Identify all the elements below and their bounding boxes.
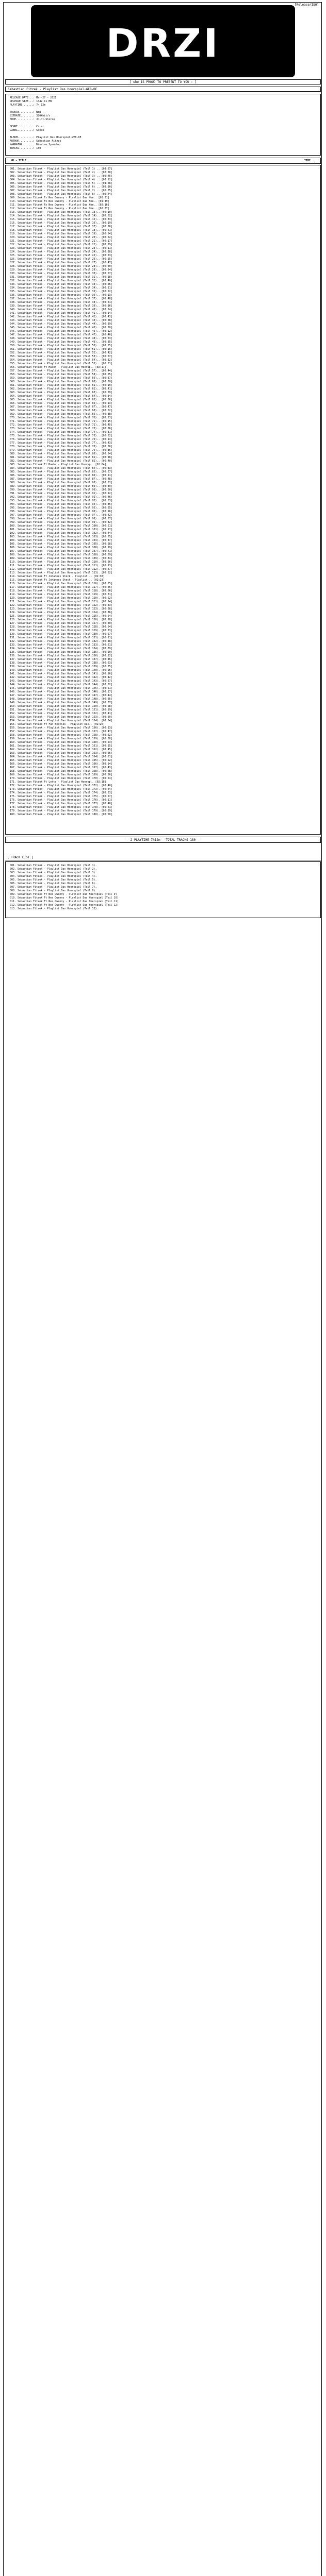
list-item: 047. Sebastian Fitzek - Playlist Das Hoerspiel (Teil 47).. [02:46] (10, 333, 112, 336)
list-item: 035. Sebastian Fitzek - Playlist Das Hoerspiel (Teil 35).. [02:22] (10, 290, 112, 293)
list-item: 020. Sebastian Fitzek - Playlist Das Hoerspiel (Teil 20).. [02:52] (10, 236, 112, 239)
list-item: 123. Sebastian Fitzek - Playlist Das Hoerspiel (Teil 123). [02:08] (10, 607, 112, 611)
list-item: 118. Sebastian Fitzek - Playlist Das Hoerspiel (Teil 118). [02:06] (10, 589, 112, 592)
list-item: 179. Sebastian Fitzek - Playlist Das Hoerspiel (Teil 179). [02:39] (10, 809, 112, 812)
list-item: 148. Sebastian Fitzek - Playlist Das Hoerspiel (Teil 148). [02:05] (10, 698, 112, 701)
tracklist-head-time: TIME .. (304, 159, 315, 162)
list-item: 039. Sebastian Fitzek - Playlist Das Hoerspiel (Teil 39).. [02:36] (10, 304, 112, 308)
list-item: 069. Sebastian Fitzek - Playlist Das Hoerspiel (Teil 69).. [02:38] (10, 413, 112, 416)
list-item: 043. Sebastian Fitzek - Playlist Das Hoerspiel (Teil 43).. [02:08] (10, 319, 112, 322)
list-item: 071. Sebastian Fitzek - Playlist Das Hoerspiel (Teil 71).. [02:15] (10, 420, 112, 423)
list-item: 050. Sebastian Fitzek - Playlist Das Hoerspiel (Teil 50).. [02:25] (10, 344, 112, 347)
list-item: 083. Sebastian Fitzek Ft Mamba - Playlist Das Hoersp.. [02:04] (10, 463, 106, 466)
list-item: 073. Sebastian Fitzek - Playlist Das Hoerspiel (Teil 73).. [02:06] (10, 427, 112, 430)
info-lines (10, 96, 316, 150)
list-item: 086. Sebastian Fitzek - Playlist Das Hoerspiel (Teil 86).. [02:11] (10, 474, 112, 477)
list-item: 003. Sebastian Fitzek - Playlist Das Hoerspiel (Teil 3). (10, 871, 97, 874)
list-item: 084. Sebastian Fitzek - Playlist Das Hoerspiel (Teil 84).. [02:33] (10, 467, 112, 470)
list-item: 152. Sebastian Fitzek - Playlist Das Hoerspiel (Teil 152). [02:41] (10, 712, 112, 715)
list-item: 173. Sebastian Fitzek - Playlist Das Hoerspiel (Teil 173). [02:04] (10, 788, 112, 791)
list-item: 075. Sebastian Fitzek - Playlist Das Hoerspiel (Teil 75).. [02:22] (10, 434, 112, 437)
list-item: 093. Sebastian Fitzek - Playlist Das Hoerspiel (Teil 93).. [02:03] (10, 499, 112, 502)
list-item: 170. Sebastian Fitzek - Playlist Das Hoerspiel (Teil 170). [02:24] (10, 777, 112, 780)
list-item: 143. Sebastian Fitzek - Playlist Das Hoerspiel (Teil 143). [02:07] (10, 680, 112, 683)
list-item: 009. Sebastian Fitzek Ft Nes Gwenny - Playlist Das Hoerspiel (Teil 9) (10, 893, 117, 896)
list-item: 127. Sebastian Fitzek - Playlist Das Hoerspiel (Teil 127). [02:40] (10, 622, 112, 625)
list-item: 063. Sebastian Fitzek - Playlist Das Hoerspiel (Teil 63).. [02:09] (10, 391, 112, 394)
list-item: 065. Sebastian Fitzek - Playlist Das Hoerspiel (Teil 65).. [02:26] (10, 398, 112, 401)
list-item: 108. Sebastian Fitzek - Playlist Das Hoerspiel (Teil 108). [02:09] (10, 553, 112, 556)
list-item: 107. Sebastian Fitzek - Playlist Das Hoerspiel (Teil 107). [02:41] (10, 550, 112, 553)
list-item: 040. Sebastian Fitzek - Playlist Das Hoerspiel (Teil 40).. [02:24] (10, 308, 112, 311)
list-item: 028. Sebastian Fitzek - Playlist Das Hoerspiel (Teil 28).. [02:09] (10, 265, 112, 268)
list-item: 034. Sebastian Fitzek - Playlist Das Hoerspiel (Teil 34).. [02:31] (10, 286, 112, 290)
list-item: 042. Sebastian Fitzek - Playlist Das Hoerspiel (Teil 42).. [02:43] (10, 315, 112, 318)
list-item: 060. Sebastian Fitzek - Playlist Das Hoerspiel (Teil 60).. [02:28] (10, 380, 112, 383)
list-item: 106. Sebastian Fitzek - Playlist Das Hoerspiel (Teil 106). [02:19] (10, 546, 112, 549)
list-item: 165. Sebastian Fitzek - Playlist Das Hoerspiel (Teil 165). [02:22] (10, 759, 112, 762)
list-item: 151. Sebastian Fitzek - Playlist Das Hoerspiel (Teil 151). [02:19] (10, 708, 112, 711)
list-item: 017. Sebastian Fitzek - Playlist Das Hoerspiel (Teil 17).. [02:26] (10, 225, 112, 228)
list-item: 044. Sebastian Fitzek - Playlist Das Hoerspiel (Teil 44).. [02:39] (10, 323, 112, 326)
list-item: 021. Sebastian Fitzek - Playlist Das Hoerspiel (Teil 21).. [02:17] (10, 240, 112, 243)
list-item: AUTHOR.........: Sebastian Fitzek (10, 140, 61, 143)
list-item: 036. Sebastian Fitzek - Playlist Das Hoerspiel (Teil 36).. [02:13] (10, 294, 112, 297)
list-item: 068. Sebastian Fitzek - Playlist Das Hoerspiel (Teil 68).. [02:02] (10, 409, 112, 412)
list-item: 027. Sebastian Fitzek - Playlist Das Hoerspiel (Teil 27).. [02:47] (10, 261, 112, 264)
list-item: 142. Sebastian Fitzek - Playlist Das Hoerspiel (Teil 142). [02:42] (10, 676, 112, 679)
list-item: 115. Sebastian Fitzek Ft Johannes Steck - Playlist .. [02:23] (10, 579, 105, 582)
list-item: 161. Sebastian Fitzek - Playlist Das Hoerspiel (Teil 161). [02:15] (10, 744, 112, 748)
list-item: 006. Sebastian Fitzek - Playlist Das Hoerspiel (Teil 6). (10, 882, 97, 885)
banner-text: DRZI (106, 20, 220, 66)
list-item: 160. Sebastian Fitzek - Playlist Das Hoerspiel (Teil 160). [02:23] (10, 741, 112, 744)
list-item: 005. Sebastian Fitzek - Playlist Das Hoerspiel (Teil 5) .. [01:58] (10, 182, 112, 185)
list-item: 029. Sebastian Fitzek - Playlist Das Hoerspiel (Teil 29).. [02:34] (10, 268, 112, 272)
list-item: 077. Sebastian Fitzek - Playlist Das Hoerspiel (Teil 77).. [02:43] (10, 442, 112, 445)
list-item: 149. Sebastian Fitzek - Playlist Das Hoerspiel (Teil 149). [02:37] (10, 701, 112, 704)
list-item: 141. Sebastian Fitzek - Playlist Das Hoerspiel (Teil 141). [02:16] (10, 672, 112, 675)
list-item: 134. Sebastian Fitzek - Playlist Das Hoerspiel (Teil 134). [02:39] (10, 647, 112, 650)
list-item: 166. Sebastian Fitzek - Playlist Das Hoerspiel (Teil 166). [02:14] (10, 762, 112, 766)
list-item: 006. Sebastian Fitzek - Playlist Das Hoerspiel (Teil 6) .. [02:30] (10, 185, 112, 189)
list-item: 088. Sebastian Fitzek - Playlist Das Hoerspiel (Teil 88).. [02:01] (10, 481, 112, 484)
list-item: NARRATOR.......: Diverse Sprecher (10, 143, 61, 146)
list-item: 090. Sebastian Fitzek - Playlist Das Hoerspiel (Teil 90).. [02:20] (10, 488, 112, 492)
list-item: 135. Sebastian Fitzek - Playlist Das Hoerspiel (Teil 135). [02:20] (10, 651, 112, 654)
list-item: 172. Sebastian Fitzek - Playlist Das Hoerspiel (Teil 172). [02:40] (10, 784, 112, 787)
list-item: 150. Sebastian Fitzek - Playlist Das Hoerspiel (Teil 150). [02:28] (10, 705, 112, 708)
list-item: 158. Sebastian Fitzek - Playlist Das Hoerspiel (Teil 158). [02:02] (10, 734, 112, 737)
list-item: RELEASE DATE...: Mar-27 - 2021 (10, 96, 57, 99)
list-item: 156. Sebastian Fitzek - Playlist Das Hoerspiel (Teil 156). [02:13] (10, 726, 112, 730)
list-item: 051. Sebastian Fitzek - Playlist Das Hoerspiel (Teil 51).. [02:16] (10, 348, 112, 351)
list-item: 117. Sebastian Fitzek - Playlist Das Hoerspiel (Teil 117). [02:45] (10, 586, 112, 589)
list-item: 178. Sebastian Fitzek - Playlist Das Hoerspiel (Teil 178). [02:01] (10, 806, 112, 809)
list-item: 162. Sebastian Fitzek - Playlist Das Hoerspiel (Teil 162). [02:45] (10, 748, 112, 751)
list-item: 109. Sebastian Fitzek - Playlist Das Hoerspiel (Teil 109). [02:34] (10, 557, 112, 560)
release-line: Sebastian Fitzek - Playlist Das Hoerspiel-WEB-DE (8, 88, 97, 91)
list-item: 101. Sebastian Fitzek - Playlist Das Hoerspiel (Teil 101). [02:17] (10, 528, 112, 531)
list-item: 136. Sebastian Fitzek - Playlist Das Hoerspiel (Teil 136). [02:12] (10, 654, 112, 657)
list-item: 094. Sebastian Fitzek - Playlist Das Hoerspiel (Teil 94).. [02:35] (10, 503, 112, 506)
list-item: GENRE..........: Crimi (10, 125, 44, 128)
track-list2-title: [ TRACK LIST ] (5, 855, 321, 860)
list-item: 137. Sebastian Fitzek - Playlist Das Hoerspiel (Teil 137). [02:46] (10, 658, 112, 661)
list-item: 147. Sebastian Fitzek - Playlist Das Hoerspiel (Teil 147). [02:44] (10, 694, 112, 697)
list-item: 062. Sebastian Fitzek - Playlist Das Hoerspiel (Teil 62).. [02:41] (10, 387, 112, 391)
list-item: 008. Sebastian Fitzek - Playlist Das Hoerspiel (Teil 8) .. [02:44] (10, 193, 112, 196)
list-item: 102. Sebastian Fitzek - Playlist Das Hoerspiel (Teil 102). [02:44] (10, 532, 112, 535)
list-item: 145. Sebastian Fitzek - Playlist Das Hoerspiel (Teil 145). [02:21] (10, 687, 112, 690)
list-item: 159. Sebastian Fitzek - Playlist Das Hoerspiel (Teil 159). [02:38] (10, 737, 112, 740)
list-item: 176. Sebastian Fitzek - Playlist Das Hoerspiel (Teil 176). [02:11] (10, 799, 112, 802)
list-item: 074. Sebastian Fitzek - Playlist Das Hoerspiel (Teil 74).. [02:31] (10, 431, 112, 434)
list-item: 113. Sebastian Fitzek - Playlist Das Hoerspiel (Teil 113). [02:02] (10, 571, 112, 574)
list-item: 072. Sebastian Fitzek - Playlist Das Hoerspiel (Teil 72).. [02:45] (10, 423, 112, 427)
list-item: 095. Sebastian Fitzek - Playlist Das Hoerspiel (Teil 95).. [02:25] (10, 506, 112, 510)
list-item: 140. Sebastian Fitzek - Playlist Das Hoerspiel (Teil 140). [02:25] (10, 669, 112, 672)
list-item: BITRATE........: 320kbit/s (10, 114, 51, 117)
list-item: 030. Sebastian Fitzek - Playlist Das Hoerspiel (Teil 30).. [02:27] (10, 272, 112, 275)
list-item: 126. Sebastian Fitzek - Playlist Das Hoerspiel (Teil 126). [02:18] (10, 618, 112, 621)
list-item: 130. Sebastian Fitzek - Playlist Das Hoerspiel (Teil 130). [02:27] (10, 633, 112, 636)
list-item: 008. Sebastian Fitzek - Playlist Das Hoerspiel (Teil 8). (10, 889, 97, 892)
list-item: TRACKS.........: 180 (10, 147, 41, 150)
list-item: 048. Sebastian Fitzek - Playlist Das Hoerspiel (Teil 48).. [02:03] (10, 337, 112, 340)
list-item: 009. Sebastian Fitzek Fx Nes Gwenny - Playlist Das Hoe.. [02:21] (10, 196, 109, 199)
list-item: 013. Sebastian Fitzek - Playlist Das Hoerspiel (Teil 13). (10, 907, 99, 910)
list-item: 079. Sebastian Fitzek - Playlist Das Hoerspiel (Teil 79).. [02:36] (10, 449, 112, 452)
list-item: 177. Sebastian Fitzek - Playlist Das Hoerspiel (Teil 177). [02:48] (10, 802, 112, 805)
list-item: 171. Sebastian Fitzek Ft Lotte - Playlist Das Hoersp.. [02:18] (10, 781, 106, 784)
list-item: 037. Sebastian Fitzek - Playlist Das Hoerspiel (Teil 37).. [02:48] (10, 297, 112, 300)
list-item (10, 132, 316, 136)
tracklist-total: - 2 PLAYTIME 7h12m - TOTAL TRACKS 180 - (126, 838, 200, 842)
list-item: 004. Sebastian Fitzek - Playlist Das Hoerspiel (Teil 4). (10, 875, 97, 878)
list-item: 163. Sebastian Fitzek - Playlist Das Hoerspiel (Teil 163). [02:06] (10, 752, 112, 755)
list-item: 058. Sebastian Fitzek - Playlist Das Hoerspiel (Teil 58).. [02:05] (10, 373, 112, 376)
list-item: 154. Sebastian Fitzek - Playlist Das Hoerspiel (Teil 154). [02:34] (10, 719, 112, 722)
list-item: 089. Sebastian Fitzek - Playlist Das Hoerspiel (Teil 89).. [02:39] (10, 485, 112, 488)
list-item: 112. Sebastian Fitzek - Playlist Das Hoerspiel (Teil 112). [02:47] (10, 568, 112, 571)
list-item: 139. Sebastian Fitzek - Playlist Das Hoerspiel (Teil 139). [02:35] (10, 665, 112, 668)
list-item: 011. Sebastian Fitzek Fx Nes Gwenny - Playlist Das Hoe.. [02:16] (10, 204, 109, 207)
list-item: 116. Sebastian Fitzek - Playlist Das Hoerspiel (Teil 116). [02:15] (10, 582, 112, 585)
tracklist-rows (10, 167, 316, 817)
list-item: 023. Sebastian Fitzek - Playlist Das Hoerspiel (Teil 23).. [02:11] (10, 247, 112, 250)
list-item: 180. Sebastian Fitzek - Playlist Das Hoerspiel (Teil 180). [02:20] (10, 813, 112, 816)
list-item: 174. Sebastian Fitzek - Playlist Das Hoerspiel (Teil 174). [02:33] (10, 791, 112, 794)
list-item: 128. Sebastian Fitzek - Playlist Das Hoerspiel (Teil 128). [02:04] (10, 625, 112, 629)
list-item: 061. Sebastian Fitzek - Playlist Das Hoerspiel (Teil 61).. [02:19] (10, 384, 112, 387)
tagline-strip (5, 79, 321, 84)
list-item: 087. Sebastian Fitzek - Playlist Das Hoerspiel (Teil 87).. [02:48] (10, 478, 112, 481)
list-item: 055. Sebastian Fitzek - Playlist Das Hoerspiel (Teil 55).. [02:21] (10, 362, 112, 365)
list-item: 001. Sebastian Fitzek - Playlist Das Hoerspiel (Teil 1) .. [03:07] (10, 167, 112, 171)
ascii-banner-art (31, 5, 295, 77)
list-item: 025. Sebastian Fitzek - Playlist Das Hoerspiel (Teil 25).. [02:23] (10, 254, 112, 257)
list-item: 125. Sebastian Fitzek - Playlist Das Hoerspiel (Teil 125). [02:24] (10, 615, 112, 618)
list-item: 067. Sebastian Fitzek - Playlist Das Hoerspiel (Teil 67).. [02:47] (10, 405, 112, 409)
list-item: 144. Sebastian Fitzek - Playlist Das Hoerspiel (Teil 144). [02:32] (10, 683, 112, 686)
list-item: 082. Sebastian Fitzek - Playlist Das Hoerspiel (Teil 82).. [02:40] (10, 460, 112, 463)
tracklist-box (5, 165, 321, 835)
list-item: 053. Sebastian Fitzek - Playlist Das Hoerspiel (Teil 53).. [02:07] (10, 355, 112, 358)
list-item: 153. Sebastian Fitzek - Playlist Das Hoerspiel (Teil 153). [02:09] (10, 716, 112, 719)
list-item: 175. Sebastian Fitzek - Playlist Das Hoerspiel (Teil 175). [02:27] (10, 795, 112, 798)
list-item: 026. Sebastian Fitzek - Playlist Das Hoerspiel (Teil 26).. [02:15] (10, 258, 112, 261)
list-item: 031. Sebastian Fitzek - Playlist Das Hoerspiel (Teil 31).. [02:18] (10, 276, 112, 279)
list-item: 046. Sebastian Fitzek - Playlist Das Hoerspiel (Teil 46).. [02:12] (10, 330, 112, 333)
list-item: 005. Sebastian Fitzek - Playlist Das Hoerspiel (Teil 5). (10, 878, 97, 882)
list-item: 080. Sebastian Fitzek - Playlist Das Hoerspiel (Teil 80).. [02:24] (10, 452, 112, 455)
list-item: LABEL..........: Speak (10, 129, 44, 132)
list-item: 011. Sebastian Fitzek Ft Nes Gwenny - Playlist Das Hoerspiel (Teil 11) (10, 900, 119, 903)
list-item: 131. Sebastian Fitzek - Playlist Das Hoerspiel (Teil 131). [02:11] (10, 636, 112, 639)
list-item: 059. Sebastian Fitzek - Playlist Das Hoerspiel (Teil 59).. [02:37] (10, 377, 112, 380)
list-item: 041. Sebastian Fitzek - Playlist Das Hoerspiel (Teil 41).. [02:14] (10, 312, 112, 315)
tracklist-total-strip (5, 837, 321, 843)
list-item: SOURCE.........: WEB (10, 111, 41, 114)
list-item: MODE...........: Joint-Stereo (10, 118, 55, 121)
track2-rows (10, 864, 316, 911)
list-item: 097. Sebastian Fitzek - Playlist Das Hoerspiel (Teil 97).. [02:42] (10, 514, 112, 517)
list-item: 001. Sebastian Fitzek - Playlist Das Hoerspiel (Teil 1). (10, 864, 97, 867)
list-item: 164. Sebastian Fitzek - Playlist Das Hoerspiel (Teil 164). [02:31] (10, 755, 112, 758)
site-mark: [Release/ISO] (295, 3, 319, 7)
list-item: 070. Sebastian Fitzek - Playlist Das Hoerspiel (Teil 70).. [02:23] (10, 416, 112, 419)
list-item: 076. Sebastian Fitzek - Playlist Das Hoerspiel (Teil 76).. [02:14] (10, 438, 112, 441)
list-item: 002. Sebastian Fitzek - Playlist Das Hoerspiel (Teil 2). (10, 868, 97, 871)
list-item: 007. Sebastian Fitzek - Playlist Das Hoerspiel (Teil 7). (10, 886, 97, 889)
list-item: 169. Sebastian Fitzek - Playlist Das Hoerspiel (Teil 169). [02:36] (10, 773, 112, 776)
list-item: 003. Sebastian Fitzek - Playlist Das Hoerspiel (Teil 3) .. [02:45] (10, 175, 112, 178)
list-item: 121. Sebastian Fitzek - Playlist Das Hoerspiel (Teil 121). [02:14] (10, 600, 112, 603)
list-item: 016. Sebastian Fitzek - Playlist Das Hoerspiel (Teil 16).. [02:19] (10, 222, 112, 225)
list-item: 122. Sebastian Fitzek - Playlist Das Hoerspiel (Teil 122). [02:43] (10, 604, 112, 607)
list-item: 012. Sebastian Fitzek Fx Nes Gwenny - Playlist Das Hoe.. [02:37] (10, 207, 109, 210)
list-item: 105. Sebastian Fitzek - Playlist Das Hoerspiel (Teil 105). [02:28] (10, 543, 112, 546)
list-item: 167. Sebastian Fitzek - Playlist Das Hoerspiel (Teil 167). [02:43] (10, 766, 112, 769)
list-item: 098. Sebastian Fitzek - Playlist Das Hoerspiel (Teil 98).. [02:07] (10, 517, 112, 520)
list-item: 085. Sebastian Fitzek - Playlist Das Hoerspiel (Teil 85).. [02:27] (10, 470, 112, 473)
list-item: 096. Sebastian Fitzek - Playlist Das Hoerspiel (Teil 96).. [02:16] (10, 510, 112, 513)
list-item: 078. Sebastian Fitzek - Playlist Das Hoerspiel (Teil 78).. [02:08] (10, 445, 112, 448)
list-item: 124. Sebastian Fitzek - Playlist Das Hoerspiel (Teil 124). [02:36] (10, 611, 112, 614)
list-item (10, 107, 316, 111)
tracklist-head-nr: NR - TITLE ... (11, 159, 33, 162)
list-item: 099. Sebastian Fitzek - Playlist Das Hoerspiel (Teil 99).. [02:32] (10, 521, 112, 524)
list-item: 091. Sebastian Fitzek - Playlist Das Hoerspiel (Teil 91).. [02:12] (10, 492, 112, 495)
tracklist-header (5, 158, 321, 164)
list-item: 092. Sebastian Fitzek - Playlist Das Hoerspiel (Teil 92).. [02:46] (10, 496, 112, 499)
list-item: 012. Sebastian Fitzek Ft Nes Gwenny - Playlist Das Hoerspiel (Teil 12) (10, 904, 119, 907)
list-item: 103. Sebastian Fitzek - Playlist Das Hoerspiel (Teil 103). [02:05] (10, 535, 112, 538)
list-item: 146. Sebastian Fitzek - Playlist Das Hoerspiel (Teil 146). [02:17] (10, 690, 112, 693)
list-item: 133. Sebastian Fitzek - Playlist Das Hoerspiel (Teil 133). [02:01] (10, 643, 112, 647)
list-item: 045. Sebastian Fitzek - Playlist Das Hoerspiel (Teil 45).. [02:20] (10, 326, 112, 329)
list-item: 155. Sebastian Fitzek Ft Fan Beatles - Playlist Das.. [02:26] (10, 723, 105, 726)
list-item: 120. Sebastian Fitzek - Playlist Das Hoerspiel (Teil 120). [02:22] (10, 597, 112, 600)
list-item: 002. Sebastian Fitzek - Playlist Das Hoerspiel (Teil 2) .. [02:28] (10, 171, 112, 174)
list-item: 138. Sebastian Fitzek - Playlist Das Hoerspiel (Teil 138). [02:03] (10, 662, 112, 665)
list-item: 114. Sebastian Fitzek Ft Johannes Steck - Playlist .. [02:38] (10, 575, 105, 578)
list-item: 014. Sebastian Fitzek - Playlist Das Hoerspiel (Teil 14).. [02:02] (10, 214, 112, 217)
info-box (5, 94, 321, 156)
list-item: 064. Sebastian Fitzek - Playlist Das Hoerspiel (Teil 64).. [02:34] (10, 395, 112, 398)
tagline: [ who IS PROUD TO PRESENT TO YOU : ] (129, 80, 197, 84)
list-item (10, 122, 316, 125)
list-item: 018. Sebastian Fitzek - Playlist Das Hoerspiel (Teil 18).. [02:41] (10, 229, 112, 232)
list-item: 129. Sebastian Fitzek - Playlist Das Hoerspiel (Teil 129). [02:33] (10, 629, 112, 632)
list-item: 157. Sebastian Fitzek - Playlist Das Hoerspiel (Teil 157). [02:47] (10, 730, 112, 733)
list-item: 024. Sebastian Fitzek - Playlist Das Hoerspiel (Teil 24).. [02:38] (10, 250, 112, 253)
list-item: 054. Sebastian Fitzek - Playlist Das Hoerspiel (Teil 54).. [02:32] (10, 359, 112, 362)
list-item: 033. Sebastian Fitzek - Playlist Das Hoerspiel (Teil 33).. [02:06] (10, 283, 112, 286)
list-item: 066. Sebastian Fitzek - Playlist Das Hoerspiel (Teil 66).. [02:13] (10, 402, 112, 405)
list-item: 168. Sebastian Fitzek - Playlist Das Hoerspiel (Teil 168). [02:08] (10, 770, 112, 773)
list-item: 052. Sebastian Fitzek - Playlist Das Hoerspiel (Teil 52).. [02:42] (10, 351, 112, 354)
list-item: 111. Sebastian Fitzek - Playlist Das Hoerspiel (Teil 111). [02:13] (10, 564, 112, 567)
list-item: 081. Sebastian Fitzek - Playlist Das Hoerspiel (Teil 81).. [02:18] (10, 456, 112, 459)
list-item: 132. Sebastian Fitzek - Playlist Das Hoerspiel (Teil 132). [02:48] (10, 640, 112, 643)
list-item: 057. Sebastian Fitzek - Playlist Das Hoerspiel (Teil 57).. [02:44] (10, 369, 112, 372)
list-item: 022. Sebastian Fitzek - Playlist Das Hoerspiel (Teil 22).. [02:29] (10, 243, 112, 246)
list-item: 049. Sebastian Fitzek - Playlist Das Hoerspiel (Teil 49).. [02:35] (10, 341, 112, 344)
list-item: 056. Sebastian Fitzek Ft Malen - Playlist Das Hoersp.. [02:17] (10, 366, 106, 369)
list-item: 004. Sebastian Fitzek - Playlist Das Hoerspiel (Teil 4) .. [02:12] (10, 178, 112, 181)
list-item: 015. Sebastian Fitzek - Playlist Das Hoerspiel (Teil 15).. [02:33] (10, 218, 112, 221)
list-item: 038. Sebastian Fitzek - Playlist Das Hoerspiel (Teil 38).. [02:01] (10, 301, 112, 304)
list-item: RELEASE SIZE...: 1042.11 MB (10, 100, 52, 103)
list-item: 010. Sebastian Fitzek Fx Nes Gwenny - Playlist Das Hoe.. [01:49] (10, 200, 109, 203)
list-item: 032. Sebastian Fitzek - Playlist Das Hoerspiel (Teil 32).. [02:40] (10, 279, 112, 282)
list-item: 010. Sebastian Fitzek Ft Nes Gwenny - Playlist Das Hoerspiel (Teil 10) (10, 896, 119, 900)
list-item: 104. Sebastian Fitzek - Playlist Das Hoerspiel (Teil 104). [02:37] (10, 539, 112, 542)
track-list2-box (5, 861, 321, 918)
list-item: 100. Sebastian Fitzek - Playlist Das Hoerspiel (Teil 100). [02:21] (10, 524, 112, 528)
list-item: 019. Sebastian Fitzek - Playlist Das Hoerspiel (Teil 19).. [02:04] (10, 232, 112, 235)
release-strip (5, 87, 321, 92)
list-item: 110. Sebastian Fitzek - Playlist Das Hoerspiel (Teil 110). [02:26] (10, 561, 112, 564)
list-item: 007. Sebastian Fitzek - Playlist Das Hoerspiel (Teil 7) .. [02:05] (10, 189, 112, 192)
list-item: PLAYTIME.......: 7h 12m (10, 104, 46, 107)
list-item: ALBUM..........: Playlist Das Hoerspiel-WEB-DE (10, 136, 82, 139)
list-item: 119. Sebastian Fitzek - Playlist Das Hoerspiel (Teil 119). [02:31] (10, 593, 112, 596)
list-item: 013. Sebastian Fitzek - Playlist Das Hoerspiel (Teil 13).. [02:10] (10, 211, 112, 214)
